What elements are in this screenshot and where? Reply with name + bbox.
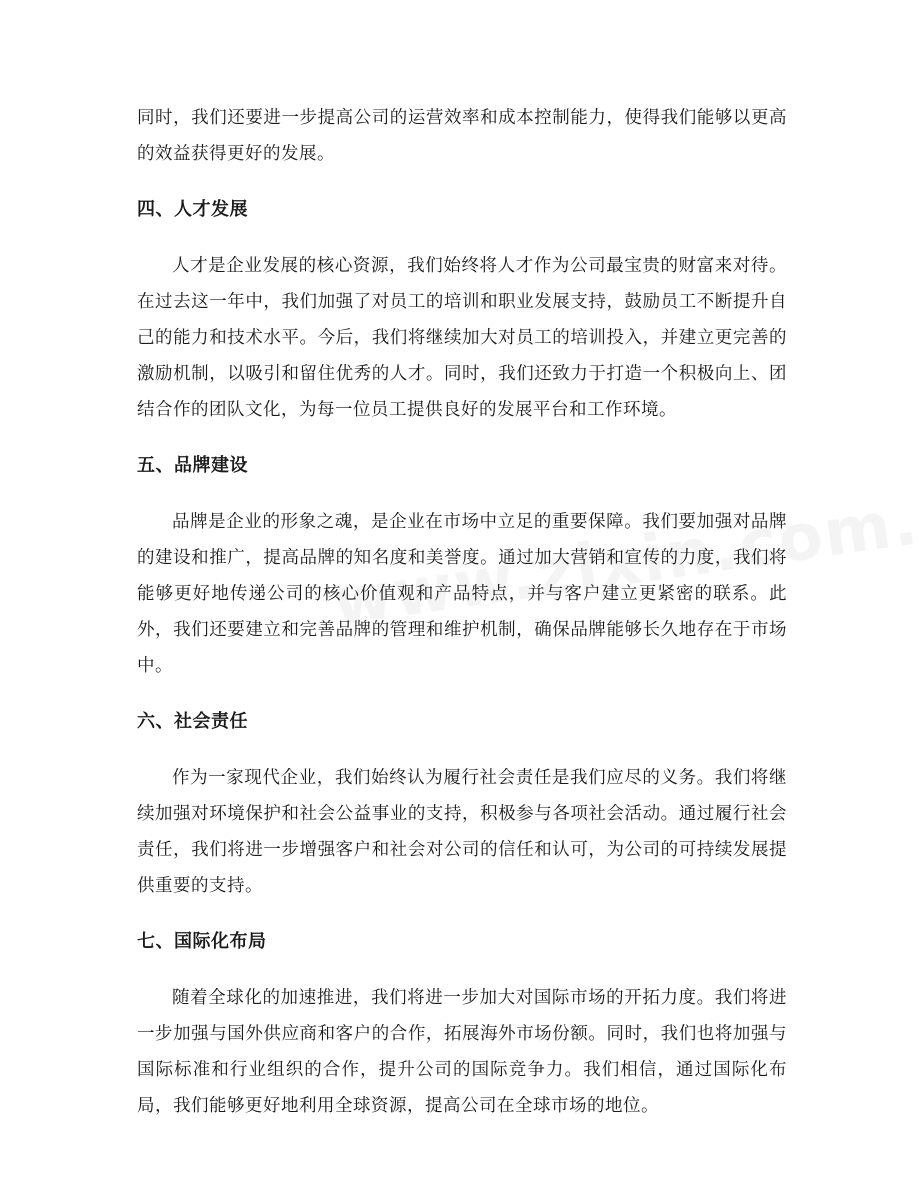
section-heading-talent: 四、人才发展 — [137, 199, 248, 220]
intro-paragraph: 同时，我们还要进一步提高公司的运营效率和成本控制能力，使得我们能够以更高的效益获得更好的发展。 — [137, 108, 787, 164]
section-body-talent: 人才是企业发展的核心资源，我们始终将人才作为公司最宝贵的财富来对待。在过去这一年中，我们加强了对员工的培训和职业发展支持，鼓励员工不断提升自己的能力和技术水平。今后，我们将继续加大对员工的培训投入，并建立更完善的激励机制，以吸引和留住优秀的人才。同时，我们还致力于打造一个积极向上、团结合作的团队文化，为每一位员工提供良好的发展平台和工作环境。 — [137, 256, 787, 420]
section-heading-brand: 五、品牌建设 — [137, 455, 248, 476]
section-heading-internationalization: 七、国际化布局 — [137, 931, 267, 952]
section-heading-social-responsibility: 六、社会责任 — [137, 711, 248, 732]
document-page — [137, 100, 787, 1124]
section-body-brand: 品牌是企业的形象之魂，是企业在市场中立足的重要保障。我们要加强对品牌的建设和推广，提高品牌的知名度和美誉度。通过加大营销和宣传的力度，我们将能够更好地传递公司的核心价值观和产品特点，并与客户建立更紧密的联系。此外，我们还要建立和完善品牌的管理和维护机制，确保品牌能够长久地存在于市场中。 — [137, 512, 787, 676]
section-body-social-responsibility: 作为一家现代企业，我们始终认为履行社会责任是我们应尽的义务。我们将继续加强对环境保护和社会公益事业的支持，积极参与各项社会活动。通过履行社会责任，我们将进一步增强客户和社会对公司的信任和认可，为公司的可持续发展提供重要的支持。 — [137, 768, 787, 896]
section-body-internationalization: 随着全球化的加速推进，我们将进一步加大对国际市场的开拓力度。我们将进一步加强与国外供应商和客户的合作，拓展海外市场份额。同时，我们也将加强与国际标准和行业组织的合作，提升公司的国际竞争力。我们相信，通过国际化布局，我们能够更好地利用全球资源，提高公司在全球市场的地位。 — [137, 988, 787, 1116]
